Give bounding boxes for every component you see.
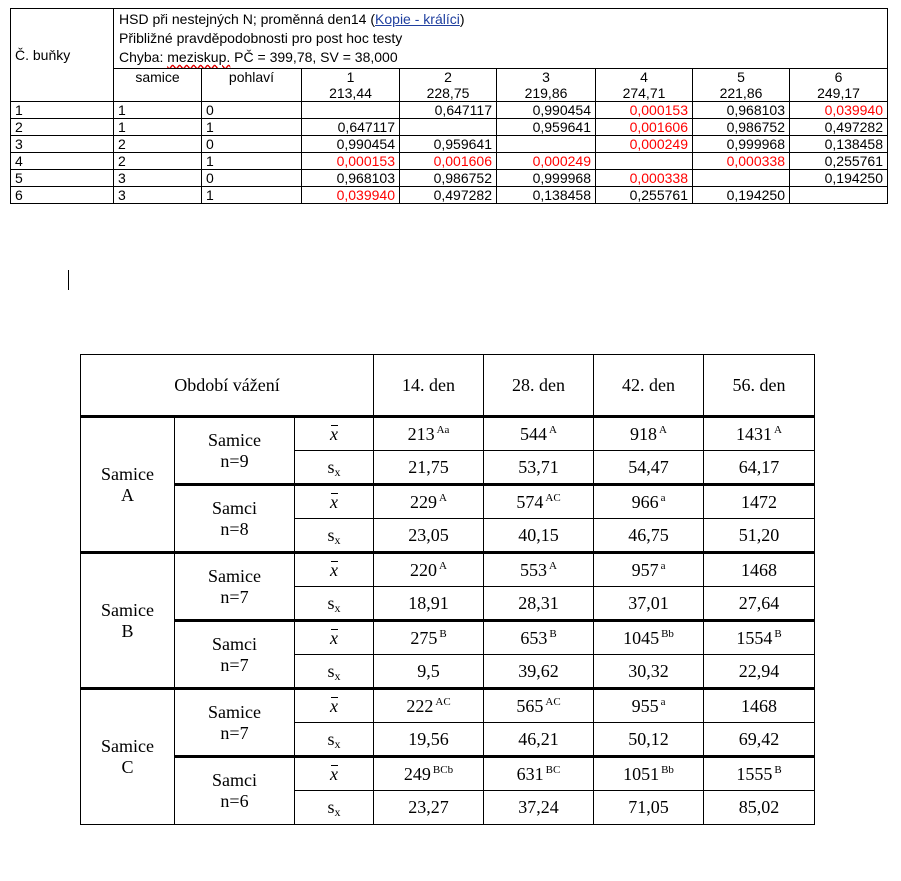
xbar-glyph: x xyxy=(330,423,338,444)
mean-number: 220 xyxy=(410,559,438,580)
sd-symbol xyxy=(295,723,374,757)
mean-symbol xyxy=(295,553,374,587)
sd-glyph: s xyxy=(327,728,335,749)
hsd-row xyxy=(11,119,888,136)
hsd-col-number: 4 xyxy=(640,69,648,85)
subgroup-label-line1: Samice xyxy=(208,565,261,586)
hsd-probability: 0,000153 xyxy=(596,102,693,119)
mean-number: 1554 xyxy=(736,627,773,648)
subgroup-label-line1: Samci xyxy=(212,497,257,518)
hsd-col-header xyxy=(302,69,400,102)
sd-value: 46,75 xyxy=(594,519,704,553)
mean-symbol xyxy=(295,757,374,791)
hsd-subtitle: Přibližné pravděpodobnosti pro post hoc testy xyxy=(119,30,403,46)
mean-number: 966 xyxy=(631,491,659,512)
hsd-col-mean: 219,86 xyxy=(524,85,568,101)
hsd-cell-number: 1 xyxy=(11,102,114,119)
mean-value xyxy=(374,553,484,587)
hsd-probability: 0,647117 xyxy=(302,119,400,136)
mean-number: 1045 xyxy=(623,627,660,648)
hsd-pohlavi-value: 0 xyxy=(202,170,302,187)
hsd-cell-number: 3 xyxy=(11,136,114,153)
significance-letters: B xyxy=(774,763,782,776)
significance-letters: BC xyxy=(545,763,561,776)
subgroup-label-line2: n=9 xyxy=(220,450,249,471)
hsd-probability: 0,968103 xyxy=(693,102,790,119)
hsd-col-number: 6 xyxy=(834,69,843,85)
mean-symbol xyxy=(295,417,374,451)
hsd-col-number: 2 xyxy=(444,69,452,85)
subgroup-label xyxy=(175,553,295,621)
mean-value xyxy=(484,485,594,519)
hsd-col-number: 3 xyxy=(542,69,550,85)
hsd-pohlavi-value: 0 xyxy=(202,136,302,153)
sd-glyph: s xyxy=(327,797,335,817)
hsd-samice-value: 1 xyxy=(114,119,202,136)
sd-value: 28,31 xyxy=(484,587,594,621)
xbar-glyph: x xyxy=(330,559,338,580)
subgroup-label-line2: n=8 xyxy=(220,518,249,539)
hsd-probability: 0,986752 xyxy=(400,170,497,187)
hsd-col-header xyxy=(790,69,888,102)
mean-value xyxy=(594,621,704,655)
hsd-probability: 0,039940 xyxy=(302,187,400,204)
mean-value xyxy=(484,417,594,451)
hsd-pohlavi-value: 0 xyxy=(202,102,302,119)
significance-letters: A xyxy=(659,423,667,436)
mean-value xyxy=(594,553,704,587)
group-label xyxy=(81,689,175,825)
hsd-cell-number: 6 xyxy=(11,187,114,204)
hsd-col-header xyxy=(400,69,497,102)
mean-number: 1555 xyxy=(736,763,773,784)
period-label: Období vážení xyxy=(81,355,374,417)
hsd-probability: 0,497282 xyxy=(790,119,888,136)
significance-letters: B xyxy=(549,627,557,640)
mean-value xyxy=(704,485,815,519)
sd-symbol xyxy=(295,451,374,485)
sd-subscript: x xyxy=(334,464,341,479)
subgroup-label-line2: n=7 xyxy=(220,586,249,607)
hsd-col-header xyxy=(693,69,790,102)
hsd-col-number: 1 xyxy=(346,69,355,85)
hsd-probability: 0,255761 xyxy=(596,187,693,204)
group-label xyxy=(81,417,175,553)
sd-value: 18,91 xyxy=(374,587,484,621)
hsd-cell-number: 5 xyxy=(11,170,114,187)
mean-value xyxy=(704,417,815,451)
mean-row xyxy=(81,757,815,791)
sd-value: 71,05 xyxy=(594,791,704,825)
weights-header-row xyxy=(81,355,815,417)
mean-number: 631 xyxy=(516,763,544,784)
mean-value xyxy=(704,689,815,723)
hsd-probability: 0,194250 xyxy=(693,187,790,204)
cell-number-header: Č. buňky xyxy=(11,9,114,102)
sd-value: 54,47 xyxy=(594,451,704,485)
sd-subscript: x xyxy=(334,532,341,547)
sd-subscript: x xyxy=(334,668,341,683)
significance-letters: A xyxy=(439,491,447,504)
mean-number: 1431 xyxy=(736,423,773,444)
subgroup-label xyxy=(175,757,295,825)
significance-letters: A xyxy=(439,559,447,572)
hsd-probability xyxy=(596,153,693,170)
hsd-probability: 0,968103 xyxy=(302,170,400,187)
hsd-probability xyxy=(302,102,400,119)
sd-symbol xyxy=(295,655,374,689)
hsd-col-mean: 228,75 xyxy=(426,85,470,101)
day-header: 28. den xyxy=(484,355,594,417)
sd-glyph: s xyxy=(327,456,335,477)
hsd-results-table xyxy=(10,8,888,204)
hsd-probability xyxy=(497,136,596,153)
mean-number: 229 xyxy=(410,491,438,512)
day-header: 42. den xyxy=(594,355,704,417)
sd-value: 27,64 xyxy=(704,587,815,621)
hsd-probability: 0,001606 xyxy=(400,153,497,170)
mean-value xyxy=(374,689,484,723)
mean-row xyxy=(81,417,815,451)
hsd-probability: 0,138458 xyxy=(790,136,888,153)
hsd-probability: 0,999968 xyxy=(497,170,596,187)
hsd-header-info-row xyxy=(11,9,888,69)
subgroup-label-line2: n=7 xyxy=(220,654,249,675)
hsd-title: HSD při nestejných N; proměnná den14 (Kopie - králíci) xyxy=(119,11,465,27)
mean-value xyxy=(374,757,484,791)
hsd-probability: 0,194250 xyxy=(790,170,888,187)
mean-row xyxy=(81,485,815,519)
significance-letters: Aa xyxy=(436,423,450,436)
mean-row xyxy=(81,689,815,723)
hsd-probability: 0,999968 xyxy=(693,136,790,153)
hsd-probability: 0,497282 xyxy=(400,187,497,204)
mean-number: 653 xyxy=(520,627,548,648)
hsd-col-number: 5 xyxy=(737,69,745,85)
hsd-info-block xyxy=(114,9,888,69)
mean-number: 213 xyxy=(407,423,435,444)
sd-subscript: x xyxy=(334,736,341,751)
significance-letters: a xyxy=(660,491,666,504)
mean-row xyxy=(81,553,815,587)
mean-number: 565 xyxy=(516,695,544,716)
hsd-col-mean: 213,44 xyxy=(329,85,372,101)
mean-number: 574 xyxy=(516,491,544,512)
subgroup-label-line1: Samice xyxy=(208,429,261,450)
sd-symbol xyxy=(295,519,374,553)
xbar-glyph: x xyxy=(330,695,338,716)
spellcheck-word: meziskup. xyxy=(167,49,231,65)
mean-value xyxy=(594,757,704,791)
weights-table xyxy=(80,354,815,825)
hsd-probability: 0,986752 xyxy=(693,119,790,136)
sd-symbol xyxy=(295,587,374,621)
sd-value: 23,27 xyxy=(374,791,484,825)
hsd-probability: 0,990454 xyxy=(302,136,400,153)
xbar-glyph: x xyxy=(330,763,338,784)
hsd-probability: 0,138458 xyxy=(497,187,596,204)
group-label-line1: Samice xyxy=(101,463,154,484)
subgroup-label-line1: Samci xyxy=(212,770,257,790)
mean-number: 275 xyxy=(410,627,438,648)
sd-value: 51,20 xyxy=(704,519,815,553)
sd-subscript: x xyxy=(334,805,341,819)
group-label-line2: C xyxy=(121,757,134,777)
group-label-line2: A xyxy=(121,484,134,505)
significance-letters: AC xyxy=(545,491,561,504)
subgroup-label xyxy=(175,485,295,553)
hsd-col-mean: 249,17 xyxy=(817,85,860,101)
sd-value: 46,21 xyxy=(484,723,594,757)
hsd-row xyxy=(11,153,888,170)
mean-symbol xyxy=(295,621,374,655)
sd-subscript: x xyxy=(334,600,341,615)
text-cursor xyxy=(68,270,69,290)
group-label-line2: B xyxy=(121,620,134,641)
sd-value: 30,32 xyxy=(594,655,704,689)
significance-letters: A xyxy=(774,423,782,436)
mean-value xyxy=(484,689,594,723)
sd-value: 64,17 xyxy=(704,451,815,485)
hsd-row xyxy=(11,102,888,119)
mean-value xyxy=(484,757,594,791)
hsd-probability: 0,959641 xyxy=(497,119,596,136)
sd-value: 9,5 xyxy=(374,655,484,689)
hsd-cell-number: 4 xyxy=(11,153,114,170)
hsd-probability: 0,959641 xyxy=(400,136,497,153)
hsd-column-header-row xyxy=(11,69,888,102)
hsd-error-line: Chyba: meziskup. PČ = 399,78, SV = 38,000 xyxy=(119,49,398,65)
mean-value xyxy=(374,417,484,451)
hsd-samice-value: 2 xyxy=(114,136,202,153)
sd-glyph: s xyxy=(327,524,335,545)
subgroup-label xyxy=(175,689,295,757)
mean-number: 955 xyxy=(631,695,659,716)
subgroup-label-line2: n=7 xyxy=(220,722,249,743)
sd-value: 85,02 xyxy=(704,791,815,825)
hsd-probability: 0,001606 xyxy=(596,119,693,136)
subgroup-label-line1: Samci xyxy=(212,633,257,654)
mean-symbol xyxy=(295,689,374,723)
sd-value: 37,01 xyxy=(594,587,704,621)
significance-letters: B xyxy=(774,627,782,640)
hsd-probability: 0,000249 xyxy=(497,153,596,170)
sd-symbol xyxy=(295,791,374,825)
hsd-row xyxy=(11,170,888,187)
hsd-probability xyxy=(400,119,497,136)
hsd-col-mean: 274,71 xyxy=(622,85,666,101)
mean-value xyxy=(704,757,815,791)
hsd-samice-value: 2 xyxy=(114,153,202,170)
hsd-probability: 0,000249 xyxy=(596,136,693,153)
hsd-probability: 0,255761 xyxy=(790,153,888,170)
hsd-samice-value: 3 xyxy=(114,187,202,204)
day-header: 56. den xyxy=(704,355,815,417)
sd-value: 50,12 xyxy=(594,723,704,757)
hsd-probability: 0,990454 xyxy=(497,102,596,119)
sd-value: 21,75 xyxy=(374,451,484,485)
sd-value: 69,42 xyxy=(704,723,815,757)
mean-number: 1468 xyxy=(741,559,778,580)
mean-value xyxy=(594,417,704,451)
significance-letters: B xyxy=(439,627,447,640)
mean-number: 553 xyxy=(520,559,548,580)
mean-value xyxy=(374,485,484,519)
sd-value: 37,24 xyxy=(484,791,594,825)
hsd-samice-value: 3 xyxy=(114,170,202,187)
subgroup-label xyxy=(175,621,295,689)
group-label-line1: Samice xyxy=(101,736,154,756)
hsd-col-header xyxy=(596,69,693,102)
mean-value xyxy=(594,485,704,519)
sd-value: 40,15 xyxy=(484,519,594,553)
significance-letters: BCb xyxy=(432,763,454,776)
col-samice-header: samice xyxy=(114,69,202,102)
hsd-probability xyxy=(790,187,888,204)
hsd-samice-value: 1 xyxy=(114,102,202,119)
mean-number: 222 xyxy=(406,695,434,716)
mean-symbol xyxy=(295,485,374,519)
significance-letters: A xyxy=(549,423,557,436)
mean-number: 957 xyxy=(631,559,659,580)
dataset-link[interactable]: Kopie - králíci xyxy=(375,11,460,27)
group-label xyxy=(81,553,175,689)
significance-letters: AC xyxy=(545,695,561,708)
group-label-line1: Samice xyxy=(101,599,154,620)
mean-number: 1468 xyxy=(741,695,778,716)
mean-number: 544 xyxy=(520,423,548,444)
mean-row xyxy=(81,621,815,655)
mean-value xyxy=(704,621,815,655)
hsd-probability: 0,039940 xyxy=(790,102,888,119)
significance-letters: A xyxy=(549,559,557,572)
mean-number: 1472 xyxy=(741,491,778,512)
subgroup-label xyxy=(175,417,295,485)
hsd-pohlavi-value: 1 xyxy=(202,153,302,170)
significance-letters: Bb xyxy=(661,763,674,776)
sd-value: 39,62 xyxy=(484,655,594,689)
hsd-col-mean: 221,86 xyxy=(719,85,763,101)
significance-letters: Bb xyxy=(661,627,674,640)
hsd-col-header xyxy=(497,69,596,102)
hsd-pohlavi-value: 1 xyxy=(202,119,302,136)
xbar-glyph: x xyxy=(330,627,338,648)
mean-value xyxy=(484,553,594,587)
hsd-row xyxy=(11,136,888,153)
day-header: 14. den xyxy=(374,355,484,417)
significance-letters: a xyxy=(660,559,666,572)
col-pohlavi-header: pohlaví xyxy=(202,69,302,102)
sd-value: 19,56 xyxy=(374,723,484,757)
mean-number: 918 xyxy=(630,423,658,444)
significance-letters: a xyxy=(660,695,666,708)
hsd-row xyxy=(11,187,888,204)
hsd-cell-number: 2 xyxy=(11,119,114,136)
sd-glyph: s xyxy=(327,660,335,681)
significance-letters: AC xyxy=(435,695,451,708)
hsd-probability: 0,000338 xyxy=(693,153,790,170)
mean-value xyxy=(594,689,704,723)
mean-value xyxy=(484,621,594,655)
sd-value: 23,05 xyxy=(374,519,484,553)
xbar-glyph: x xyxy=(330,491,338,512)
hsd-pohlavi-value: 1 xyxy=(202,187,302,204)
mean-number: 249 xyxy=(403,763,431,784)
sd-value: 22,94 xyxy=(704,655,815,689)
hsd-probability: 0,000153 xyxy=(302,153,400,170)
sd-value: 53,71 xyxy=(484,451,594,485)
mean-number: 1051 xyxy=(623,763,660,784)
subgroup-label-line1: Samice xyxy=(208,701,261,722)
mean-value xyxy=(704,553,815,587)
subgroup-label-line2: n=6 xyxy=(220,791,249,811)
hsd-probability: 0,000338 xyxy=(596,170,693,187)
sd-glyph: s xyxy=(327,592,335,613)
hsd-probability xyxy=(693,170,790,187)
mean-value xyxy=(374,621,484,655)
hsd-probability: 0,647117 xyxy=(400,102,497,119)
